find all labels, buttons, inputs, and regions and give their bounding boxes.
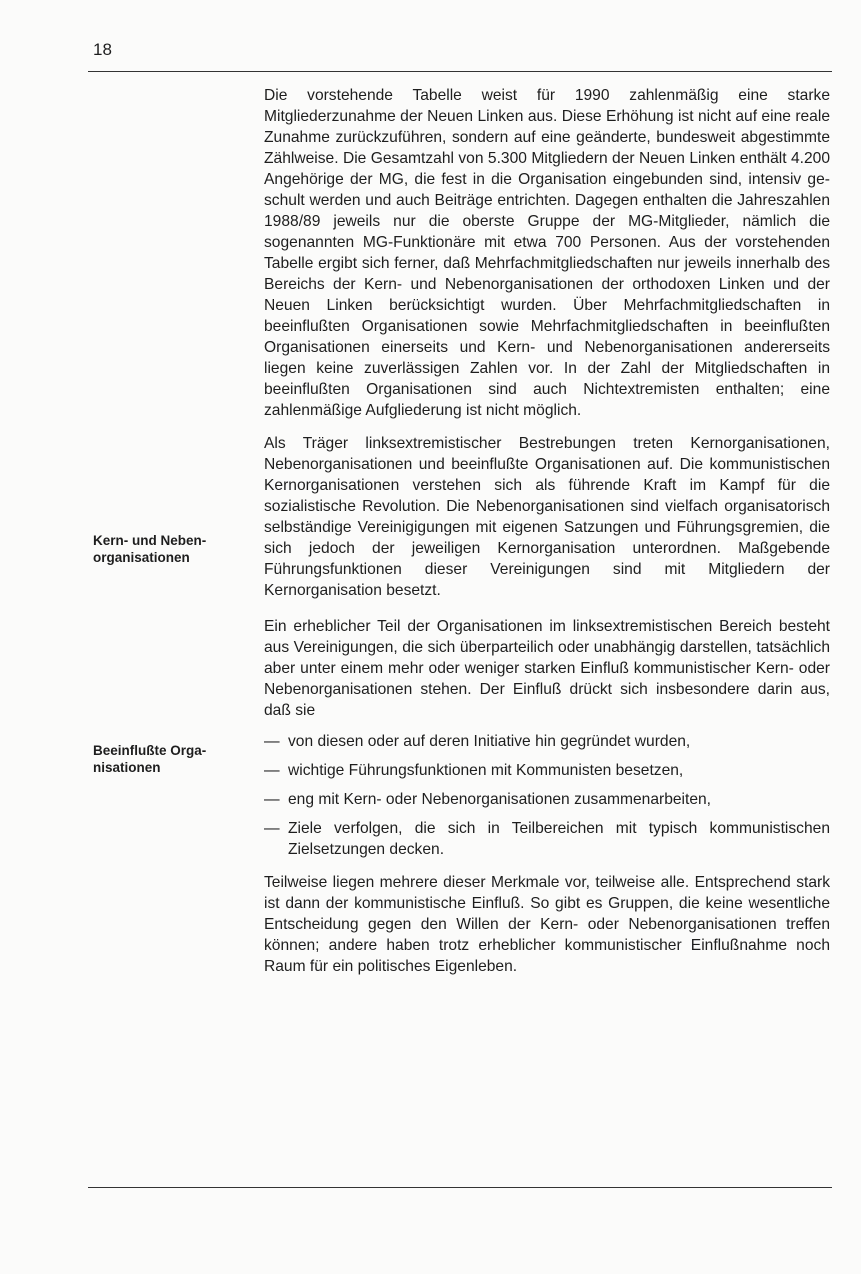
dash-glyph: —	[264, 791, 280, 808]
dash-glyph: —	[264, 762, 280, 779]
bottom-rule	[88, 1187, 832, 1188]
dash-glyph: —	[264, 733, 280, 750]
list-item: — wichtige Führungsfunktionen mit Kommunisten besetzen,	[264, 762, 684, 779]
main-text	[264, 85, 830, 977]
paragraph-beeinflusste: Ein erheblicher Teil der Organisationen im linksextremistischen Bereich besteht aus Vereinigungen, die sich überparteilich oder unabhängig darstellen, tatsächlich aber unter einem mehr oder weniger starken Einfluß kommunistischer Kern- oder Nebenorganisationen stehen. Der Einfluß drückt sich insbesondere darin aus, daß sie	[264, 618, 830, 719]
page-number: 18	[93, 40, 112, 59]
top-rule	[88, 71, 832, 72]
margin-note-kern-nebenorganisationen: Kern- und Neben- organisationen	[93, 533, 207, 565]
paragraph-merkmale: Teilweise liegen mehrere dieser Merkmale vor, teilweise alle. Entsprechend stark ist dann der kommunistische Einfluß. So gibt es Gruppen, die keine wesentliche Entscheidung gegen den Willen der Kern- oder Nebenorganisationen treffen können; andere haben trotz erheblicher kommunistischer Einflußnahme noch Raum für ein politisches Eigenleben.	[264, 874, 830, 975]
paragraph-kernorganisationen: Als Träger linksextremistischer Bestrebungen treten Kernorganisationen, Nebenorganisationen und beeinflußte Organisationen auf. Die kommunistischen Kernorganisationen verstehen sich als führende Kraft im Kampf für die sozialistische Revolution. Die Nebenorganisationen sind vielfach organisatorisch selbständige Vereinigigungen mit eigenen Satzungen und Führungsgremien, die sich jedoch der jeweiligen Kernorganisation unterordnen. Maßgebende Führungsfunktionen dieser Vereinigungen sind mit Mitgliedern der Kernorganisation besetzt.	[264, 435, 830, 599]
list-item: — eng mit Kern- oder Nebenorganisationen zusammenarbeiten,	[264, 791, 712, 808]
list-item: — Ziele verfolgen, die sich in Teilbereichen mit typisch kommunistischen Zielsetzungen decken.	[264, 820, 830, 858]
paragraph-tabelle: Die vorstehende Tabelle weist für 1990 zahlenmäßig eine starke Mitgliederzunahme der Neuen Linken aus. Diese Erhöhung ist nicht auf eine reale Zunahme zurückzuführen, sondern auf eine geänderte, bundesweit abgestimmte Zählweise. Die Gesamtzahl von 5.300 Mitgliedern der Neuen Linken enthält 4.200 Angehörige der MG, die fest in die Organisation eingebunden sind, intensiv geschult werden und auch Beiträge entrichten. Dagegen enthalten die Jahreszahlen 1988/89 jeweils nur die oberste Gruppe der MG-Mitglieder, nämlich die sogenannten MG-Funktionäre mit etwa 700 Personen. Aus der vorstehenden Tabelle ergibt sich ferner, daß Mehrfachmitgliedschaften nur jeweils innerhalb des Bereichs der Kern- und Nebenorganisationen der orthodoxen Linken und der Neuen Linken berücksichtigt wurden. Über Mehrfachmitgliedschaften in beeinflußten Organisationen sowie Mehrfachmitgliedschaften in beeinflußten Organisationen einerseits und Kern- und Nebenorganisationen andererseits liegen keine zuverlässigen Zahlen vor. In der Zahl der Mitgliedschaften in beeinflußten Organisationen sind auch Nichtextremisten enthalten; eine zahlenmäßige Aufgliederung ist nicht möglich.	[264, 87, 830, 419]
margin-note-beeinflusste-organisationen: Beeinflußte Orga- nisationen	[93, 743, 207, 775]
dash-glyph: —	[264, 820, 280, 837]
influence-list	[264, 731, 830, 860]
list-item: — von diesen oder auf deren Initiative hin gegründet wurden,	[264, 733, 691, 750]
